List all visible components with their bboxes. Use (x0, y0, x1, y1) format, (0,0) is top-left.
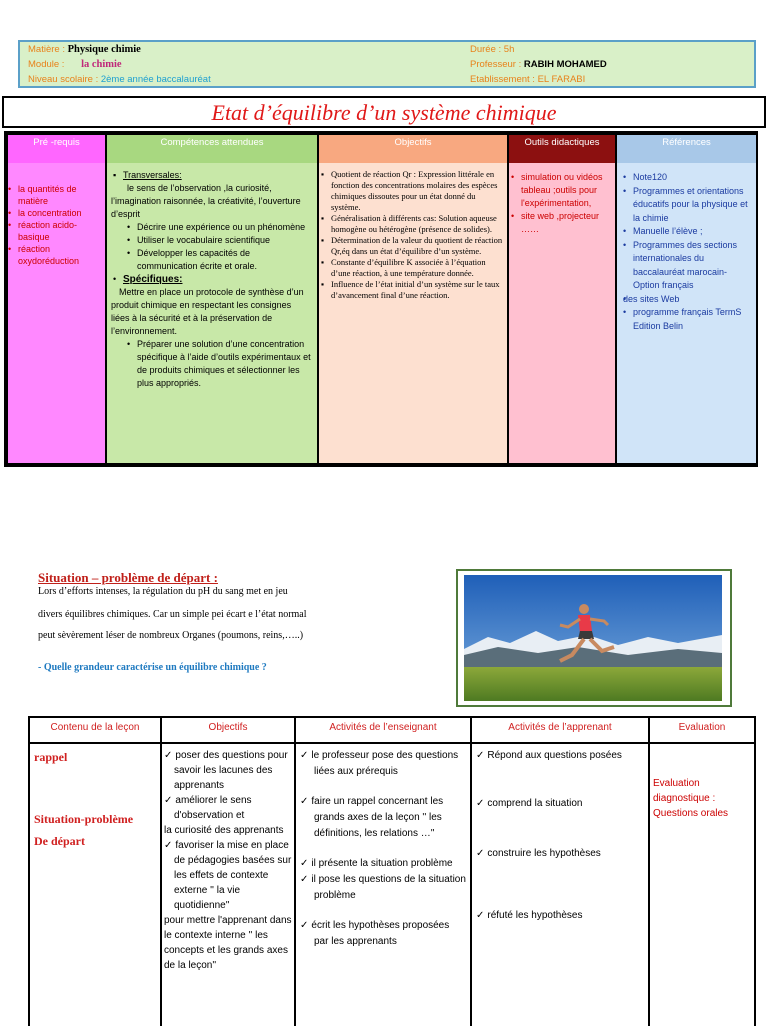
lesson-objectif-item: pour mettre l'apprenant dans le contexte interne '' les concepts et les grands axes de la leçon'' (164, 915, 292, 971)
references-header: Références (617, 135, 756, 163)
prerequis-column (8, 135, 105, 463)
transversales-title: Transversales: (123, 170, 182, 180)
reference-item: • Programmes des sections internationales du baccalauréat marocain-Option français (633, 239, 752, 293)
module-line (28, 58, 122, 72)
competence-item: • Utiliser le vocabulaire scientifique (137, 234, 313, 247)
contenu-body (30, 746, 160, 1026)
matiere-line (28, 43, 141, 57)
title-bar (2, 96, 766, 128)
etab-label: Etablissement : (470, 74, 535, 85)
reference-item: • Programmes et orientations éducatifs pour la physique et la chimie (633, 185, 752, 226)
competences-body (107, 169, 317, 463)
situation-line: divers équilibres chimiques. Car un simple pei écart e l’état normal (38, 609, 307, 620)
enseignant-column (296, 718, 470, 1026)
situation-question: - Quelle grandeur caractérise un équilibre chimique ? (38, 662, 267, 673)
competence-item: • Développer les capacités de communication écrite et orale. (137, 247, 313, 273)
evaluation-header: Evaluation (650, 718, 754, 744)
objectifs-column (319, 135, 507, 463)
duree-line (470, 43, 514, 57)
enseignant-item: ✓ il pose les questions de la situation problème (300, 872, 466, 904)
prerequis-item: • la quantités de matière (18, 183, 105, 207)
outil-item: • simulation ou vidéos tableau ;outils pour l'expérimentation, (521, 171, 615, 210)
prerequis-item: • la concentration (18, 207, 105, 219)
outil-item: • site web ,projecteur …… (521, 210, 615, 236)
objectifs-header: Objectifs (319, 135, 507, 163)
planning-table (4, 131, 758, 467)
objectif-item: ▪ Influence de l’état initial d’un système sur le taux d’avancement final d’une réaction. (331, 279, 504, 301)
situation-line: peut sèvèrement léser de nombreux Organes (poumons, reins,…..) (38, 630, 304, 641)
references-list (617, 171, 756, 463)
duree-value: 5h (503, 44, 515, 55)
reference-item: • programme français TermS Edition Belin (633, 306, 752, 333)
apprenant-item: ✓ construire les hypothèses (476, 846, 644, 862)
etab-value: EL FARABI (537, 74, 586, 85)
lesson-objectif-item: ✓ poser des questions pour savoir les lacunes des apprenants (164, 748, 294, 793)
contenu-item: De départ (34, 834, 85, 848)
situation-line: Lors d’efforts intenses, la régulation du pH du sang met en jeu (38, 586, 288, 597)
objectifs-lesson-header: Objectifs (162, 718, 294, 744)
enseignant-body (296, 748, 470, 1026)
apprenant-body (472, 748, 648, 1026)
enseignant-item: ✓ faire un rappel concernant les grands axes de la leçon '' les définitions, les relations …'' (300, 794, 466, 842)
competence-item: • Préparer une solution d’une concentration spécifique à l’aide d’outils expérimentaux et de produits chimiques et sélectionner les plus appropriés. (137, 338, 313, 390)
contenu-column (30, 718, 160, 1026)
prerequis-item: • réaction acido-basique (18, 219, 105, 243)
competences-header: Compétences attendues (107, 135, 317, 163)
module-value: la chimie (81, 59, 122, 70)
etab-line (470, 73, 585, 87)
matiere-label: Matière : (28, 44, 65, 55)
niveau-value: 2ème année baccalauréat (100, 74, 211, 85)
prerequis-item: • réaction oxydoréduction (18, 243, 105, 267)
matiere-value: Physique chimie (67, 44, 141, 55)
enseignant-item: ✓ écrit les hypothèses proposées par les apprenants (300, 918, 466, 950)
objectif-item: ▪ Détermination de la valeur du quotient de réaction Qr,éq dans un état d’équilibre d’un système. (331, 235, 504, 257)
reference-item (623, 293, 752, 307)
contenu-item: Situation-problème (34, 812, 134, 826)
prerequis-list (8, 183, 105, 463)
competence-item: • Décrire une expérience ou un phénomène (137, 221, 313, 234)
apprenant-item: ✓ réfuté les hypothèses (476, 908, 644, 924)
situation-title: Situation – problème de départ : (38, 570, 218, 585)
module-label: Module : (28, 59, 65, 70)
prof-label: Professeur : (470, 59, 522, 70)
outils-header: Outils didactiques (509, 135, 615, 163)
contenu-header: Contenu de la leçon (30, 718, 160, 744)
lesson-objectif-item: ✓ améliorer le sens d'observation et (164, 793, 294, 823)
prof-value: RABIH MOHAMED (523, 59, 607, 70)
enseignant-header: Activités de l’enseignant (296, 718, 470, 744)
course-info-box (18, 40, 756, 88)
apprenant-item: ✓ comprend la situation (476, 796, 644, 812)
page-title: Etat d’équilibre d’un système chimique (211, 100, 557, 125)
apprenant-header: Activités de l’apprenant (472, 718, 648, 744)
lesson-objectif-item: la curiosité des apprenants (164, 825, 284, 836)
lesson-table (28, 716, 756, 1026)
enseignant-item: ✓ le professeur pose des questions liées aux prérequis (300, 748, 466, 780)
references-column (617, 135, 756, 463)
enseignant-item: ✓ il présente la situation problème (300, 856, 466, 872)
reference-item: • Manuelle l’élève ; (633, 225, 752, 239)
contenu-item: rappel (34, 750, 68, 764)
outils-list (509, 171, 615, 463)
objectif-item: ▪ Constante d’équilibre K associée à l’équation d’une réaction, à une température donnée. (331, 257, 504, 279)
duree-label: Durée : (470, 44, 502, 55)
lesson-objectif-item: ✓ favoriser la mise en place de pédagogies basées sur les effets de contexte externe '' la vie quotidienne'' (164, 838, 294, 913)
specifiques-text: Mettre en place un protocole de synthèse d’un produit chimique en respectant les consignes liées à la sécurité et à la préservation de l’environnement. (111, 287, 304, 336)
outils-column (509, 135, 615, 463)
prof-line (470, 58, 607, 72)
objectifs-list (319, 169, 507, 463)
transversales-text: le sens de l’observation ,la curiosité, l’imagination raisonnée, la créativité, l’ouverture d’esprit (111, 183, 301, 219)
objectif-item: ▪ Quotient de réaction Qr : Expression littérale en fonction des concentrations molaires des espèces chimiques dissoutes pour un état donné du système. (331, 169, 504, 213)
niveau-label: Niveau scolaire : (28, 74, 99, 85)
specifiques-title: Spécifiques: (123, 274, 183, 285)
evaluation-text: Evaluation diagnostique : Questions orales (653, 778, 729, 819)
apprenant-column (472, 718, 648, 1026)
objectifs-lesson-body (162, 748, 294, 1026)
competences-column (107, 135, 317, 463)
niveau-line (28, 73, 211, 87)
objectifs-lesson-column (162, 718, 294, 1026)
reference-item: • Note120 (633, 171, 752, 185)
apprenant-item: ✓ Répond aux questions posées (476, 748, 644, 764)
reference-item-text: des sites Web (623, 293, 680, 304)
runner-photo-image (458, 571, 730, 705)
prerequis-header: Pré -requis (8, 135, 105, 163)
runner-photo (456, 569, 732, 707)
objectif-item: ▪ Généralisation à différents cas: Solution aqueuse homogène ou hétérogène (présence de solides). (331, 213, 504, 235)
evaluation-column (650, 718, 754, 1026)
